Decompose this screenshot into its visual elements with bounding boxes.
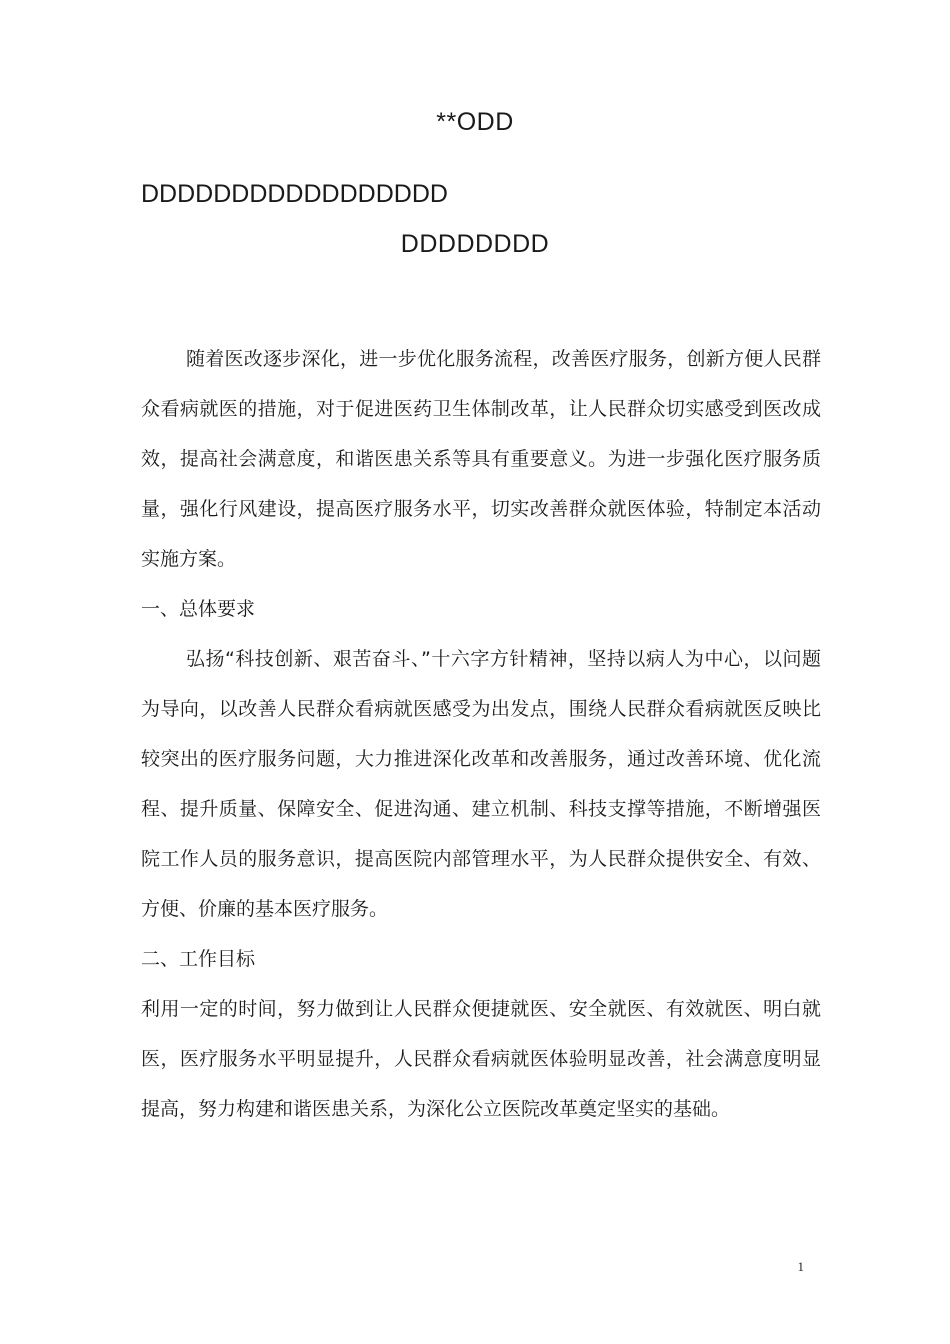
section-heading-work-goals: 二、工作目标 (141, 948, 256, 970)
document-title-line2: DDDDDDDDDDDDDDDDD (141, 180, 448, 208)
document-title-line3: DDDDDDDD (400, 230, 550, 258)
section-heading-overall-requirements: 一、总体要求 (141, 598, 256, 620)
overall-requirements-paragraph: 弘扬“科技创新、艰苦奋斗、”十六字方针精神，坚持以病人为中心，以问题为导向，以改善人民群众看病就医感受为出发点，围绕人民群众看病就医反映比较突出的医疗服务问题，大力推进深化改革和改善服务，通过改善环境、优化流程、提升质量、保障安全、促进沟通、建立机制、科技支撑等措施，不断增强医院工作人员的服务意识，提高医院内部管理水平，为人民群众提供安全、有效、方便、价廉的基本医疗服务。 (141, 648, 821, 920)
document-title-line1: **ODD (436, 108, 514, 136)
page-number: 1 (797, 1259, 804, 1274)
document-body (141, 334, 821, 1134)
intro-paragraph: 随着医改逐步深化，进一步优化服务流程，改善医疗服务，创新方便人民群众看病就医的措施，对于促进医药卫生体制改革，让人民群众切实感受到医改成效，提高社会满意度，和谐医患关系等具有重要意义。为进一步强化医疗服务质量，强化行风建设，提高医疗服务水平，切实改善群众就医体验，特制定本活动实施方案。 (141, 348, 821, 570)
work-goals-paragraph: 利用一定的时间，努力做到让人民群众便捷就医、安全就医、有效就医、明白就医，医疗服务水平明显提升，人民群众看病就医体验明显改善，社会满意度明显提高，努力构建和谐医患关系，为深化公立医院改革奠定坚实的基础。 (141, 998, 821, 1120)
